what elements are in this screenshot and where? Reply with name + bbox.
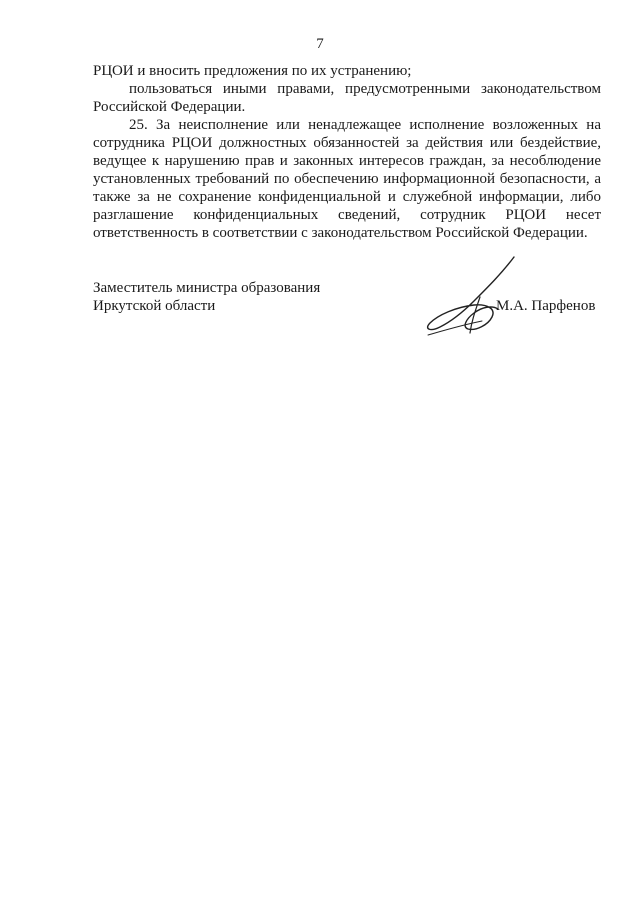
- page-number: 7: [316, 36, 324, 52]
- document-body: [93, 62, 601, 242]
- signatory-name: М.А. Парфенов: [496, 298, 596, 314]
- paragraph-rights: пользоваться иными правами, предусмотренными законодательством Российской Федерации.: [93, 81, 601, 115]
- paragraph-continuation: РЦОИ и вносить предложения по их устранению;: [93, 63, 412, 79]
- signatory-title: [93, 279, 320, 315]
- paragraph-25-responsibility: 25. За неисполнение или ненадлежащее исполнение возложенных на сотрудника РЦОИ должностных обязанностей за действия или бездействие, ведущее к нарушению прав и законных интересов граждан, за несоблюдение установленных требований по обеспечению информационной безопасности, а также за не сохранение конфиденциальной и служебной информации, либо разглашение конфиденциальных сведений, сотрудник РЦОИ несет ответственность в соответствии с законодательством Российской Федерации.: [93, 117, 601, 241]
- signatory-title-line1: Заместитель министра образования: [93, 280, 321, 296]
- signatory-title-line2: Иркутской области: [93, 298, 216, 314]
